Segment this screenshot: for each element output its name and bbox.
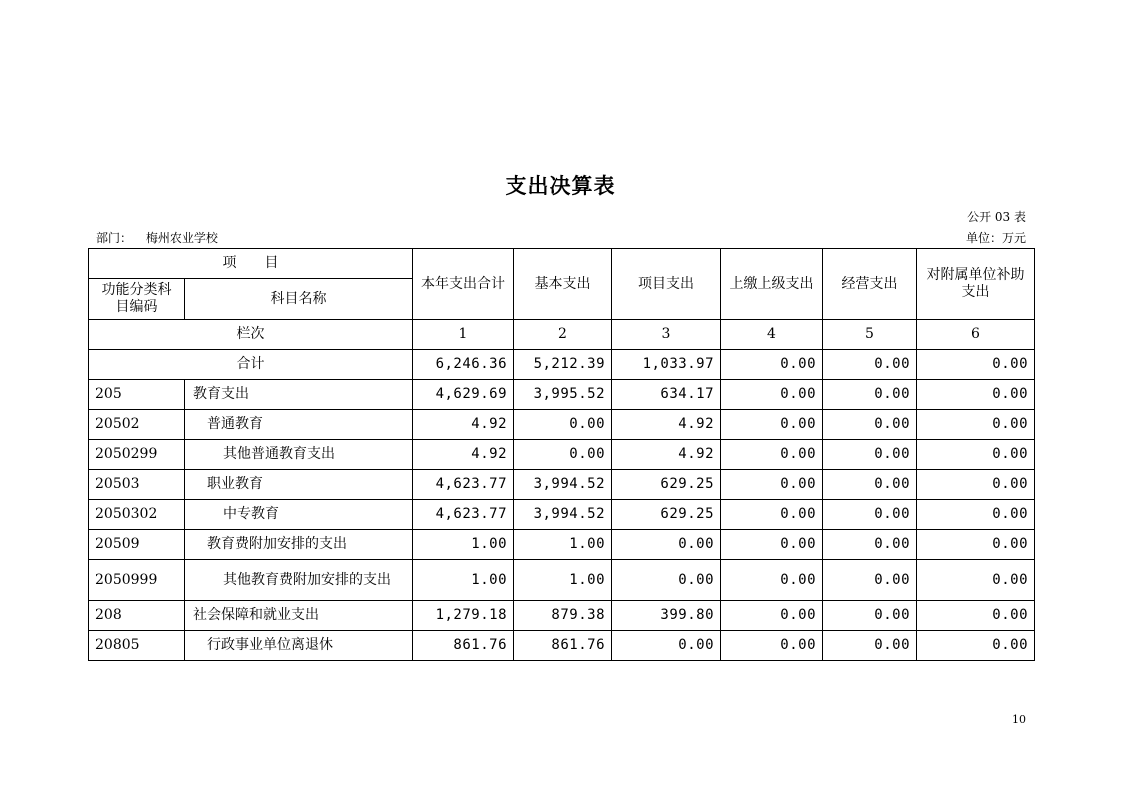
- row-value: 1.00: [413, 530, 514, 560]
- row-code: 205: [89, 380, 185, 410]
- row-name: 其他普通教育支出: [185, 440, 413, 470]
- row-value: 0.00: [823, 440, 917, 470]
- index-3: 3: [612, 320, 721, 350]
- row-value: 0.00: [721, 470, 823, 500]
- row-code: 20502: [89, 410, 185, 440]
- table-row: [89, 500, 1035, 530]
- header-project: 项 目: [89, 249, 413, 279]
- index-5: 5: [823, 320, 917, 350]
- table-row: [89, 560, 1035, 601]
- header-row-1: [89, 249, 1035, 279]
- row-value: 0.00: [514, 410, 612, 440]
- row-name: 教育费附加安排的支出: [185, 530, 413, 560]
- row-value: 0.00: [823, 500, 917, 530]
- page-number: 10: [1012, 713, 1026, 726]
- row-value: 4,629.69: [413, 380, 514, 410]
- row-value: 0.00: [823, 410, 917, 440]
- row-name: 其他教育费附加安排的支出: [185, 560, 413, 601]
- row-value: 0.00: [823, 380, 917, 410]
- table-row: [89, 601, 1035, 631]
- department-line: [96, 229, 218, 246]
- table-row: [89, 470, 1035, 500]
- row-value: 0.00: [823, 530, 917, 560]
- header-upper: 上缴上级支出: [721, 249, 823, 320]
- row-code: 2050999: [89, 560, 185, 601]
- row-value: 4,623.77: [413, 500, 514, 530]
- row-value: 0.00: [721, 530, 823, 560]
- total-value: 6,246.36: [413, 350, 514, 380]
- row-code: 20503: [89, 470, 185, 500]
- row-value: 634.17: [612, 380, 721, 410]
- total-label: 合计: [89, 350, 413, 380]
- index-6: 6: [917, 320, 1035, 350]
- index-2: 2: [514, 320, 612, 350]
- table-row: [89, 380, 1035, 410]
- row-value: 0.00: [612, 560, 721, 601]
- row-code: 208: [89, 601, 185, 631]
- row-name: 行政事业单位离退休: [185, 631, 413, 661]
- header-project-expense: 项目支出: [612, 249, 721, 320]
- row-value: 4.92: [612, 440, 721, 470]
- unit-label: 单位：万元: [965, 231, 1026, 245]
- row-name: 普通教育: [185, 410, 413, 440]
- table-row: [89, 410, 1035, 440]
- department-name: 梅州农业学校: [145, 231, 218, 245]
- page-title: 支出决算表: [505, 173, 616, 198]
- header-code: 功能分类科目编码: [89, 279, 185, 320]
- row-value: 0.00: [823, 560, 917, 601]
- row-value: 4,623.77: [413, 470, 514, 500]
- row-value: 861.76: [413, 631, 514, 661]
- table-row: [89, 631, 1035, 661]
- row-value: 1.00: [514, 530, 612, 560]
- row-value: 1.00: [413, 560, 514, 601]
- row-value: 0.00: [612, 631, 721, 661]
- row-value: 4.92: [413, 440, 514, 470]
- total-value: 1,033.97: [612, 350, 721, 380]
- department-label: 部门：: [96, 231, 133, 245]
- row-value: 1.00: [514, 560, 612, 601]
- row-value: 3,994.52: [514, 470, 612, 500]
- expenditure-table: [88, 248, 1035, 661]
- total-value: 0.00: [917, 350, 1035, 380]
- table-row: [89, 530, 1035, 560]
- total-value: 0.00: [823, 350, 917, 380]
- row-value: 0.00: [917, 500, 1035, 530]
- header-basic: 基本支出: [514, 249, 612, 320]
- row-value: 4.92: [612, 410, 721, 440]
- row-value: 0.00: [721, 500, 823, 530]
- row-value: 4.92: [413, 410, 514, 440]
- row-code: 2050302: [89, 500, 185, 530]
- row-value: 0.00: [721, 410, 823, 440]
- index-4: 4: [721, 320, 823, 350]
- row-name: 教育支出: [185, 380, 413, 410]
- row-value: 3,995.52: [514, 380, 612, 410]
- row-value: 629.25: [612, 500, 721, 530]
- row-value: 399.80: [612, 601, 721, 631]
- row-value: 0.00: [823, 470, 917, 500]
- row-value: 0.00: [823, 631, 917, 661]
- row-value: 0.00: [721, 440, 823, 470]
- row-value: 0.00: [917, 530, 1035, 560]
- header-total: 本年支出合计: [413, 249, 514, 320]
- row-value: 0.00: [917, 601, 1035, 631]
- header-business: 经营支出: [823, 249, 917, 320]
- row-name: 中专教育: [185, 500, 413, 530]
- index-label: 栏次: [89, 320, 413, 350]
- row-value: 0.00: [917, 380, 1035, 410]
- row-name: 职业教育: [185, 470, 413, 500]
- row-name: 社会保障和就业支出: [185, 601, 413, 631]
- row-value: 0.00: [917, 410, 1035, 440]
- row-code: 2050299: [89, 440, 185, 470]
- row-value: 0.00: [721, 601, 823, 631]
- row-value: 0.00: [514, 440, 612, 470]
- row-value: 1,279.18: [413, 601, 514, 631]
- row-value: 0.00: [612, 530, 721, 560]
- header-subsidy: 对附属单位补助支出: [917, 249, 1035, 320]
- index-1: 1: [413, 320, 514, 350]
- row-value: 0.00: [721, 631, 823, 661]
- total-row: [89, 350, 1035, 380]
- row-value: 0.00: [721, 560, 823, 601]
- row-value: 0.00: [823, 601, 917, 631]
- row-value: 0.00: [917, 631, 1035, 661]
- row-value: 0.00: [917, 470, 1035, 500]
- index-row: [89, 320, 1035, 350]
- row-value: 0.00: [917, 440, 1035, 470]
- form-number: 公开 03 表: [967, 210, 1026, 224]
- row-value: 0.00: [721, 380, 823, 410]
- row-value: 629.25: [612, 470, 721, 500]
- row-value: 0.00: [917, 560, 1035, 601]
- total-value: 0.00: [721, 350, 823, 380]
- row-value: 3,994.52: [514, 500, 612, 530]
- total-value: 5,212.39: [514, 350, 612, 380]
- row-value: 879.38: [514, 601, 612, 631]
- row-code: 20805: [89, 631, 185, 661]
- row-value: 861.76: [514, 631, 612, 661]
- header-name: 科目名称: [185, 279, 413, 320]
- table-row: [89, 440, 1035, 470]
- row-code: 20509: [89, 530, 185, 560]
